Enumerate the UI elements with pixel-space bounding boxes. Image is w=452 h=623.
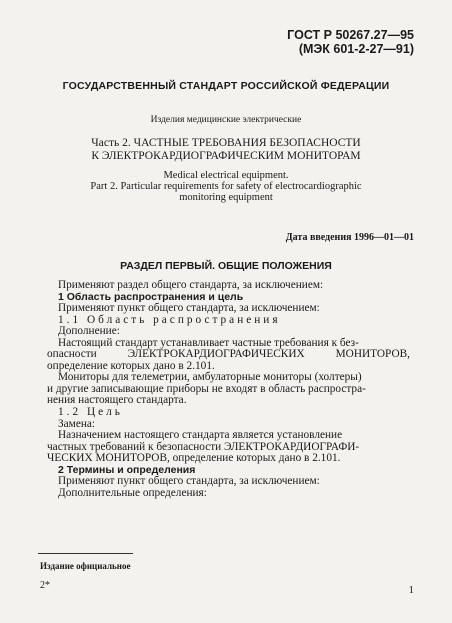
subclause-heading: 1.2 Цель <box>58 406 123 419</box>
body-line: определение которых дано в 2.101. <box>47 359 215 372</box>
products-title: Изделия медицинские электрические <box>150 115 302 125</box>
body-line: Применяют пункт общего стандарта, за исключением: <box>58 475 320 488</box>
subclause-heading: 1.1 Область распространения <box>58 313 281 326</box>
part-title-ru-line2: К ЭЛЕКТРОКАРДИОГРАФИЧЕСКИМ МОНИТОРАМ <box>91 150 361 162</box>
section-title: РАЗДЕЛ ПЕРВЫЙ. ОБЩИЕ ПОЛОЖЕНИЯ <box>120 260 332 272</box>
signature-mark: 2* <box>40 580 50 591</box>
body-line: опасности ЭЛЕКТРОКАРДИОГРАФИЧЕСКИХ МОНИТОРОВ, <box>47 348 410 361</box>
footer-divider <box>38 553 133 554</box>
body-text <box>47 279 410 499</box>
clause-heading: 2 Термины и определения <box>58 463 196 476</box>
body-line: Применяют раздел общего стандарта, за исключением: <box>58 279 324 291</box>
title-en-line3: monitoring equipment <box>179 192 273 203</box>
body-line: нения настоящего стандарта. <box>47 394 187 407</box>
title-en-line1: Medical electrical equipment. <box>163 170 289 181</box>
body-line: частных требований к безопасности ЭЛЕКТРОКАРДИОГРАФИ- <box>47 440 360 453</box>
body-line: Применяют пункт общего стандарта, за исключением: <box>58 302 320 315</box>
body-line: Мониторы для телеметрии, амбулаторные мониторы (холтеры) <box>58 371 362 384</box>
page-number: 1 <box>408 584 414 596</box>
body-line: Дополнительные определения: <box>58 486 207 499</box>
official-edition: Издание официальное <box>40 561 131 571</box>
title-en-line2: Part 2. Particular requirements for safety of electrocardiographic <box>90 181 362 192</box>
body-line: Настоящий стандарт устанавливает частные требования к без- <box>58 336 359 349</box>
title-en <box>40 170 412 203</box>
body-line: ЧЕСКИХ МОНИТОРОВ, определение которых дано в 2.101. <box>47 452 341 465</box>
body-line: Замена: <box>58 417 96 430</box>
body-line: и другие записывающие приборы не входят в область распростра- <box>47 382 366 395</box>
clause-heading: 1 Область распространения и цель <box>58 290 244 303</box>
body-line: Дополнение: <box>58 325 120 338</box>
standard-number: ГОСТ Р 50267.27—95 <box>287 28 414 42</box>
part-title-ru-line1: Часть 2. ЧАСТНЫЕ ТРЕБОВАНИЯ БЕЗОПАСНОСТИ <box>91 137 361 149</box>
part-title-ru <box>40 137 412 163</box>
standard-number-block <box>287 28 414 56</box>
date-of-introduction: Дата введения 1996—01—01 <box>285 232 414 243</box>
iec-number: (МЭК 601-2-27—91) <box>298 42 414 56</box>
body-line: Назначением настоящего стандарта является установление <box>58 429 343 442</box>
state-standard-heading: ГОСУДАРСТВЕННЫЙ СТАНДАРТ РОССИЙСКОЙ ФЕДЕРАЦИИ <box>62 80 390 92</box>
